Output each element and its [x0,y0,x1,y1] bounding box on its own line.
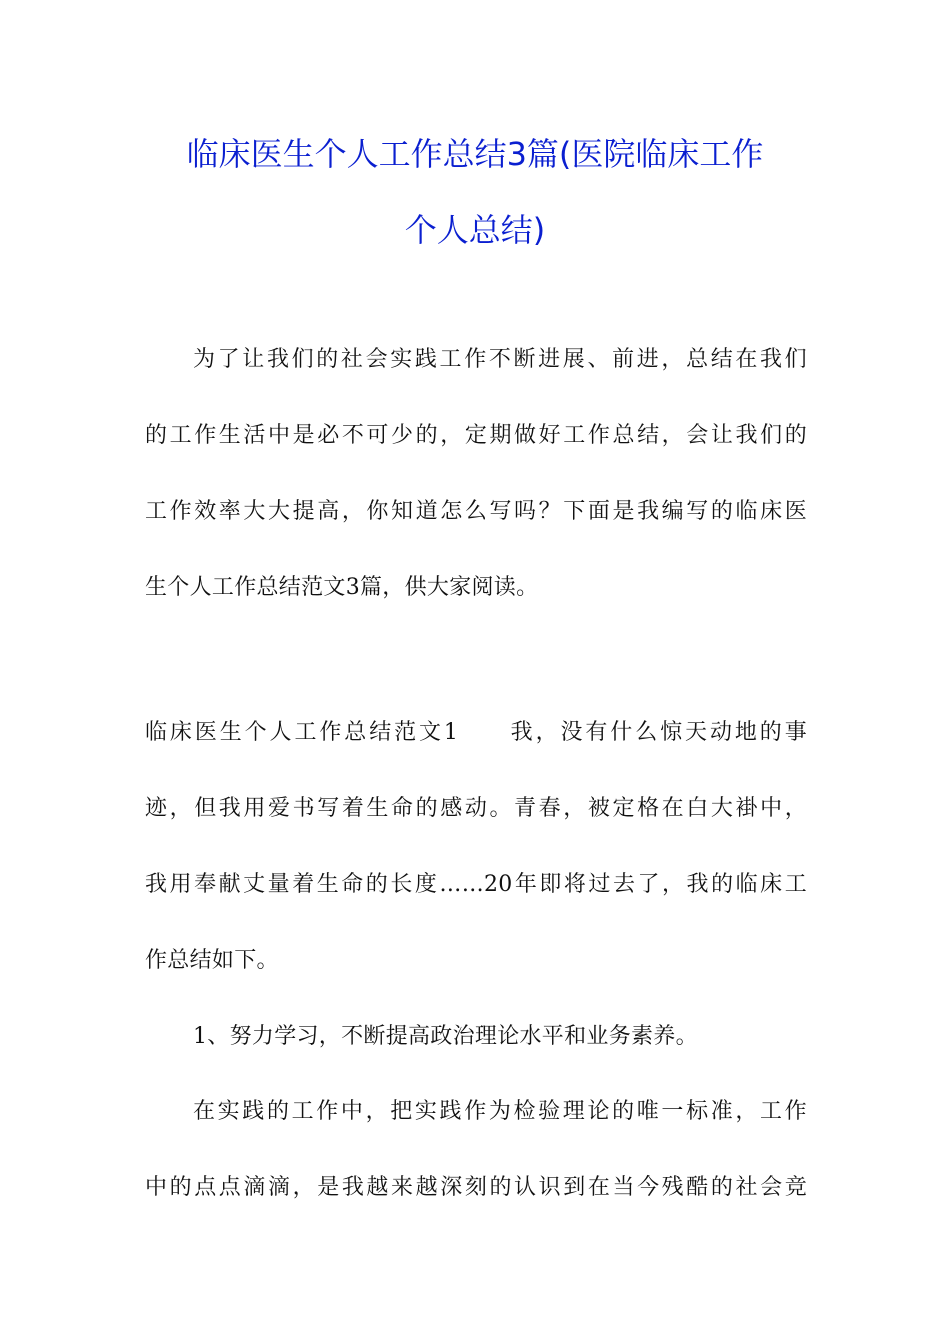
intro-line-3: 工作效率大大提高，你知道怎么写吗？下面是我编写的临床医 [145,499,807,524]
intro-line-1: 为了让我们的社会实践工作不断进展、前进，总结在我们 [193,347,807,372]
body-line-2: 中的点点滴滴，是我越来越深刻的认识到在当今残酷的社会竞 [145,1175,807,1200]
point-1-heading: 1、努力学习，不断提高政治理论水平和业务素养。 [193,1024,698,1049]
document-title-line-2: 个人总结) [404,211,546,249]
sample1-line-2: 迹，但我用爱书写着生命的感动。青春，被定格在白大褂中， [145,796,807,821]
intro-line-2: 的工作生活中是必不可少的，定期做好工作总结，会让我们的 [145,423,807,448]
body-line-1: 在实践的工作中，把实践作为检验理论的唯一标准，工作 [193,1099,807,1124]
sample1-line-3: 我用奉献丈量着生命的长度……20年即将过去了，我的临床工 [145,872,807,897]
intro-line-4: 生个人工作总结范文3篇，供大家阅读。 [145,575,539,600]
document-title-line-1: 临床医生个人工作总结3篇(医院临床工作 [186,135,764,173]
sample1-line-4: 作总结如下。 [145,948,279,973]
sample1-line-1: 临床医生个人工作总结范文1 我，没有什么惊天动地的事 [145,720,807,745]
